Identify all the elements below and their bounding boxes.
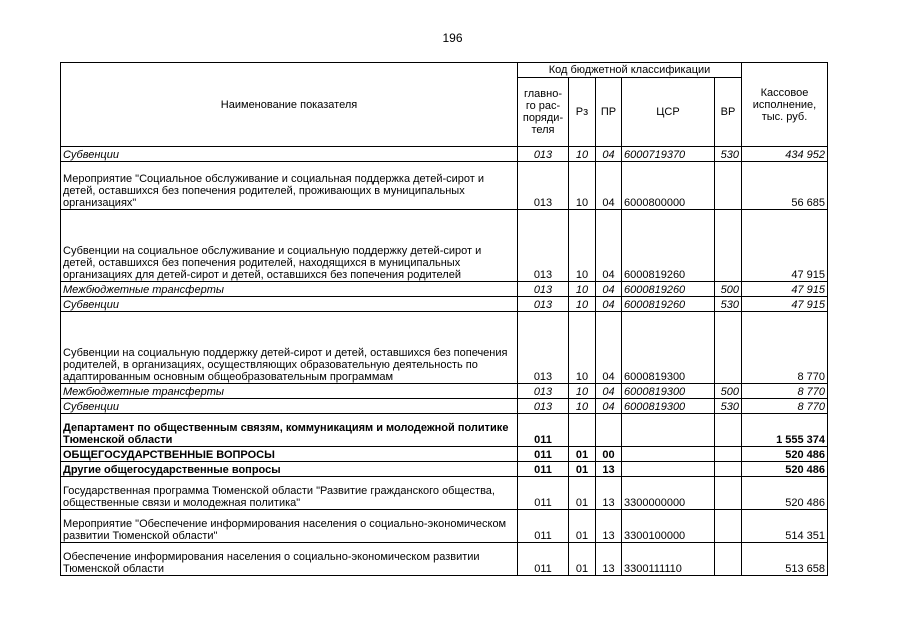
header-code-group: Код бюджетной классификации	[518, 63, 742, 78]
table-row	[61, 447, 828, 462]
row-name: Субвенции на социальную поддержку детей-сирот и детей, оставшихся без попечения родителей, в организациях, осуществляющих образовательную деятельность по адаптированным основным общеобразовательным программам	[61, 312, 518, 384]
budget-table	[60, 62, 828, 576]
row-vr: 500	[715, 282, 742, 297]
table-row	[61, 477, 828, 510]
row-rz: 10	[569, 210, 596, 282]
row-amount: 520 486	[742, 477, 828, 510]
row-csr: 6000819260	[622, 282, 715, 297]
row-pr: 00	[596, 447, 622, 462]
header-pr: ПР	[596, 78, 622, 147]
row-gl: 013	[518, 312, 569, 384]
table-body	[61, 147, 828, 576]
row-csr: 3300111110	[622, 543, 715, 576]
row-csr: 3300100000	[622, 510, 715, 543]
row-vr	[715, 312, 742, 384]
row-amount: 514 351	[742, 510, 828, 543]
row-vr: 530	[715, 147, 742, 162]
row-rz: 10	[569, 162, 596, 210]
row-vr	[715, 477, 742, 510]
table-row	[61, 462, 828, 477]
header-gl: главно-го рас-поряди-теля	[518, 78, 569, 147]
header-rz: Рз	[569, 78, 596, 147]
header-name: Наименование показателя	[61, 63, 518, 147]
row-csr: 6000819300	[622, 312, 715, 384]
table-row	[61, 312, 828, 384]
row-vr	[715, 543, 742, 576]
header-csr: ЦСР	[622, 78, 715, 147]
row-amount: 47 915	[742, 297, 828, 312]
row-pr	[596, 414, 622, 447]
row-pr: 13	[596, 510, 622, 543]
row-name: Межбюджетные трансферты	[61, 282, 518, 297]
row-csr	[622, 414, 715, 447]
row-name: Обеспечение информирования населения о социально-экономическом развитии Тюменской области	[61, 543, 518, 576]
row-csr	[622, 447, 715, 462]
row-pr: 13	[596, 462, 622, 477]
row-csr	[622, 462, 715, 477]
row-vr: 500	[715, 384, 742, 399]
row-rz: 10	[569, 312, 596, 384]
row-gl: 013	[518, 162, 569, 210]
row-pr: 04	[596, 399, 622, 414]
row-csr: 6000819300	[622, 399, 715, 414]
row-rz: 01	[569, 477, 596, 510]
row-name: Департамент по общественным связям, коммуникациям и молодежной политике Тюменской области	[61, 414, 518, 447]
row-gl: 011	[518, 462, 569, 477]
table-row	[61, 210, 828, 282]
row-gl: 011	[518, 510, 569, 543]
row-amount: 47 915	[742, 210, 828, 282]
row-pr: 04	[596, 162, 622, 210]
row-rz: 01	[569, 462, 596, 477]
row-name: Другие общегосударственные вопросы	[61, 462, 518, 477]
header-vr: ВР	[715, 78, 742, 147]
row-name: Субвенции на социальное обслуживание и социальную поддержку детей-сирот и детей, оставшихся без попечения родителей, находящихся в муниципальных организациях для детей-сирот и детей, оставшихся без попечения родителей	[61, 210, 518, 282]
table-row	[61, 384, 828, 399]
row-amount: 56 685	[742, 162, 828, 210]
table-row	[61, 147, 828, 162]
row-amount: 513 658	[742, 543, 828, 576]
row-csr: 6000819300	[622, 384, 715, 399]
row-rz: 01	[569, 510, 596, 543]
row-name: Мероприятие "Обеспечение информирования населения о социально-экономическом развитии Тюменской области"	[61, 510, 518, 543]
table-row	[61, 297, 828, 312]
page-number: 196	[442, 31, 463, 45]
row-name: ОБЩЕГОСУДАРСТВЕННЫЕ ВОПРОСЫ	[61, 447, 518, 462]
row-gl: 013	[518, 297, 569, 312]
row-gl: 011	[518, 447, 569, 462]
row-rz: 01	[569, 447, 596, 462]
table-row	[61, 399, 828, 414]
row-gl: 013	[518, 384, 569, 399]
row-gl: 013	[518, 147, 569, 162]
table-row	[61, 510, 828, 543]
row-amount: 434 952	[742, 147, 828, 162]
row-amount: 8 770	[742, 384, 828, 399]
row-rz: 10	[569, 384, 596, 399]
row-csr: 6000800000	[622, 162, 715, 210]
row-pr: 04	[596, 384, 622, 399]
table-row	[61, 543, 828, 576]
row-name: Субвенции	[61, 297, 518, 312]
row-vr	[715, 462, 742, 477]
row-vr: 530	[715, 399, 742, 414]
row-rz: 10	[569, 399, 596, 414]
row-name: Государственная программа Тюменской области "Развитие гражданского общества, общественные связи и молодежная политика"	[61, 477, 518, 510]
row-amount: 47 915	[742, 282, 828, 297]
row-name: Субвенции	[61, 399, 518, 414]
row-csr: 6000819260	[622, 210, 715, 282]
row-pr: 13	[596, 543, 622, 576]
row-rz: 10	[569, 282, 596, 297]
row-vr: 530	[715, 297, 742, 312]
row-amount: 8 770	[742, 312, 828, 384]
row-name: Межбюджетные трансферты	[61, 384, 518, 399]
row-amount: 8 770	[742, 399, 828, 414]
row-pr: 04	[596, 297, 622, 312]
row-gl: 013	[518, 282, 569, 297]
row-pr: 04	[596, 147, 622, 162]
row-vr	[715, 210, 742, 282]
row-csr: 3300000000	[622, 477, 715, 510]
row-pr: 04	[596, 312, 622, 384]
row-rz	[569, 414, 596, 447]
row-gl: 011	[518, 414, 569, 447]
row-gl: 013	[518, 399, 569, 414]
row-gl: 011	[518, 543, 569, 576]
header-amount: Кассовое исполнение, тыс. руб.	[742, 63, 828, 147]
table-row	[61, 282, 828, 297]
row-pr: 13	[596, 477, 622, 510]
row-rz: 10	[569, 297, 596, 312]
row-vr	[715, 510, 742, 543]
row-pr: 04	[596, 282, 622, 297]
row-rz: 10	[569, 147, 596, 162]
row-vr	[715, 162, 742, 210]
row-amount: 520 486	[742, 447, 828, 462]
row-amount: 1 555 374	[742, 414, 828, 447]
row-vr	[715, 447, 742, 462]
table-row	[61, 162, 828, 210]
row-name: Субвенции	[61, 147, 518, 162]
row-gl: 011	[518, 477, 569, 510]
row-pr: 04	[596, 210, 622, 282]
table-row	[61, 414, 828, 447]
row-name: Мероприятие "Социальное обслуживание и социальная поддержка детей-сирот и детей, оставшихся без попечения родителей, проживающих в муниципальных организациях"	[61, 162, 518, 210]
row-rz: 01	[569, 543, 596, 576]
row-csr: 6000819260	[622, 297, 715, 312]
row-csr: 6000719370	[622, 147, 715, 162]
row-vr	[715, 414, 742, 447]
row-amount: 520 486	[742, 462, 828, 477]
row-gl: 013	[518, 210, 569, 282]
